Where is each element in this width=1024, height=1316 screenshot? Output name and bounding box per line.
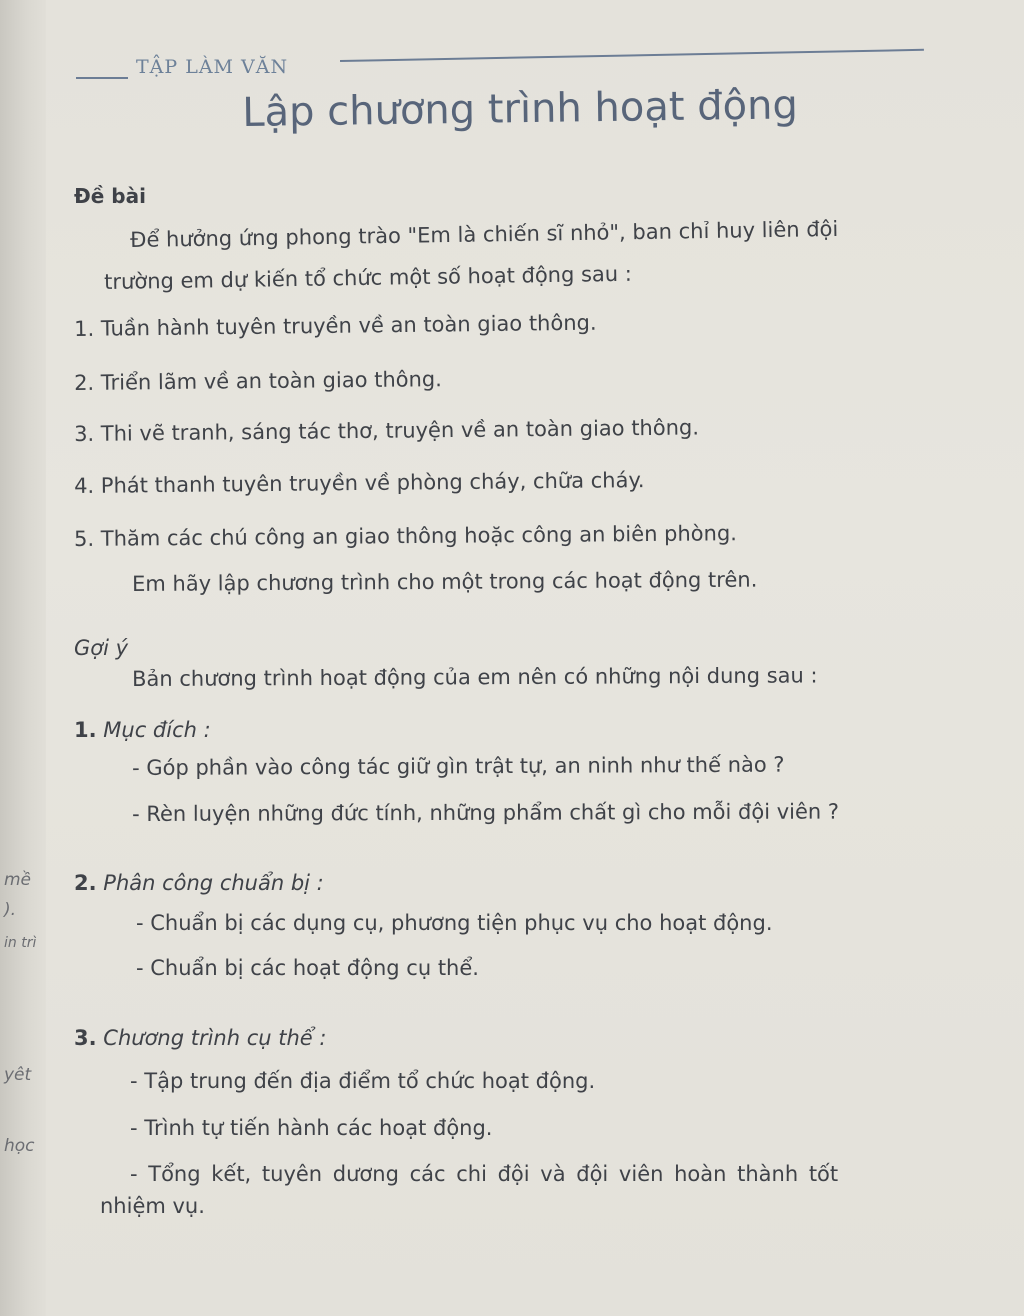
section-3-bullet: - Tập trung đến địa điểm tổ chức hoạt động. xyxy=(130,1069,596,1093)
section-title: Phân công chuẩn bị : xyxy=(103,871,324,895)
section-title: Mục đích : xyxy=(103,718,211,742)
section-label: TẬP LÀM VĂN xyxy=(136,56,289,78)
section-number: 1. xyxy=(74,718,97,742)
intro-line-2: trường em dự kiến tổ chức một số hoạt động sau : xyxy=(104,261,633,294)
section-number: 3. xyxy=(74,1026,97,1050)
header-rule-right xyxy=(340,49,924,62)
goi-y-heading: Gợi ý xyxy=(74,636,129,660)
page-gutter xyxy=(0,0,46,1316)
header-rule-left xyxy=(76,77,128,79)
margin-fragment: in trì xyxy=(4,935,37,951)
margin-fragment: học xyxy=(4,1136,35,1156)
activity-item: 4. Phát thanh tuyên truyền về phòng cháy, chữa cháy. xyxy=(74,468,645,498)
task-line: Em hãy lập chương trình cho một trong các hoạt động trên. xyxy=(132,567,758,596)
intro-line-1: Để hưởng ứng phong trào "Em là chiến sĩ nhỏ", ban chỉ huy liên đội xyxy=(130,216,839,252)
margin-fragment: mề xyxy=(4,870,32,890)
activity-item: 5. Thăm các chú công an giao thông hoặc công an biên phòng. xyxy=(74,521,738,551)
activity-item: 3. Thi vẽ tranh, sáng tác thơ, truyện về an toàn giao thông. xyxy=(74,415,700,446)
section-3-heading xyxy=(74,1026,326,1050)
page-title: Lập chương trình hoạt động xyxy=(242,82,799,136)
section-3-bullet: - Trình tự tiến hành các hoạt động. xyxy=(130,1116,493,1140)
section-3-bullet-continuation: nhiệm vụ. xyxy=(100,1194,205,1218)
section-title: Chương trình cụ thể : xyxy=(103,1026,327,1050)
goi-y-intro: Bản chương trình hoạt động của em nên có những nội dung sau : xyxy=(132,663,818,691)
section-number: 2. xyxy=(74,871,97,895)
activity-item: 1. Tuần hành tuyên truyền về an toàn giao thông. xyxy=(74,310,597,341)
section-1-bullet: - Rèn luyện những đức tính, những phẩm chất gì cho mỗi đội viên ? xyxy=(132,799,840,826)
de-bai-heading: Đề bài xyxy=(74,184,146,208)
section-2-bullet: - Chuẩn bị các hoạt động cụ thể. xyxy=(136,956,479,980)
section-1-heading xyxy=(74,718,211,742)
section-2-bullet: - Chuẩn bị các dụng cụ, phương tiện phục vụ cho hoạt động. xyxy=(136,911,773,935)
section-3-bullet: - Tổng kết, tuyên dương các chi đội và đội viên hoàn thành tốt xyxy=(130,1162,839,1186)
section-1-bullet: - Góp phần vào công tác giữ gìn trật tự, an ninh như thế nào ? xyxy=(132,752,785,780)
activity-item: 2. Triển lãm về an toàn giao thông. xyxy=(74,367,442,395)
margin-fragment: yêt xyxy=(4,1065,32,1085)
margin-fragment: ). xyxy=(4,900,17,920)
section-2-heading xyxy=(74,871,324,895)
